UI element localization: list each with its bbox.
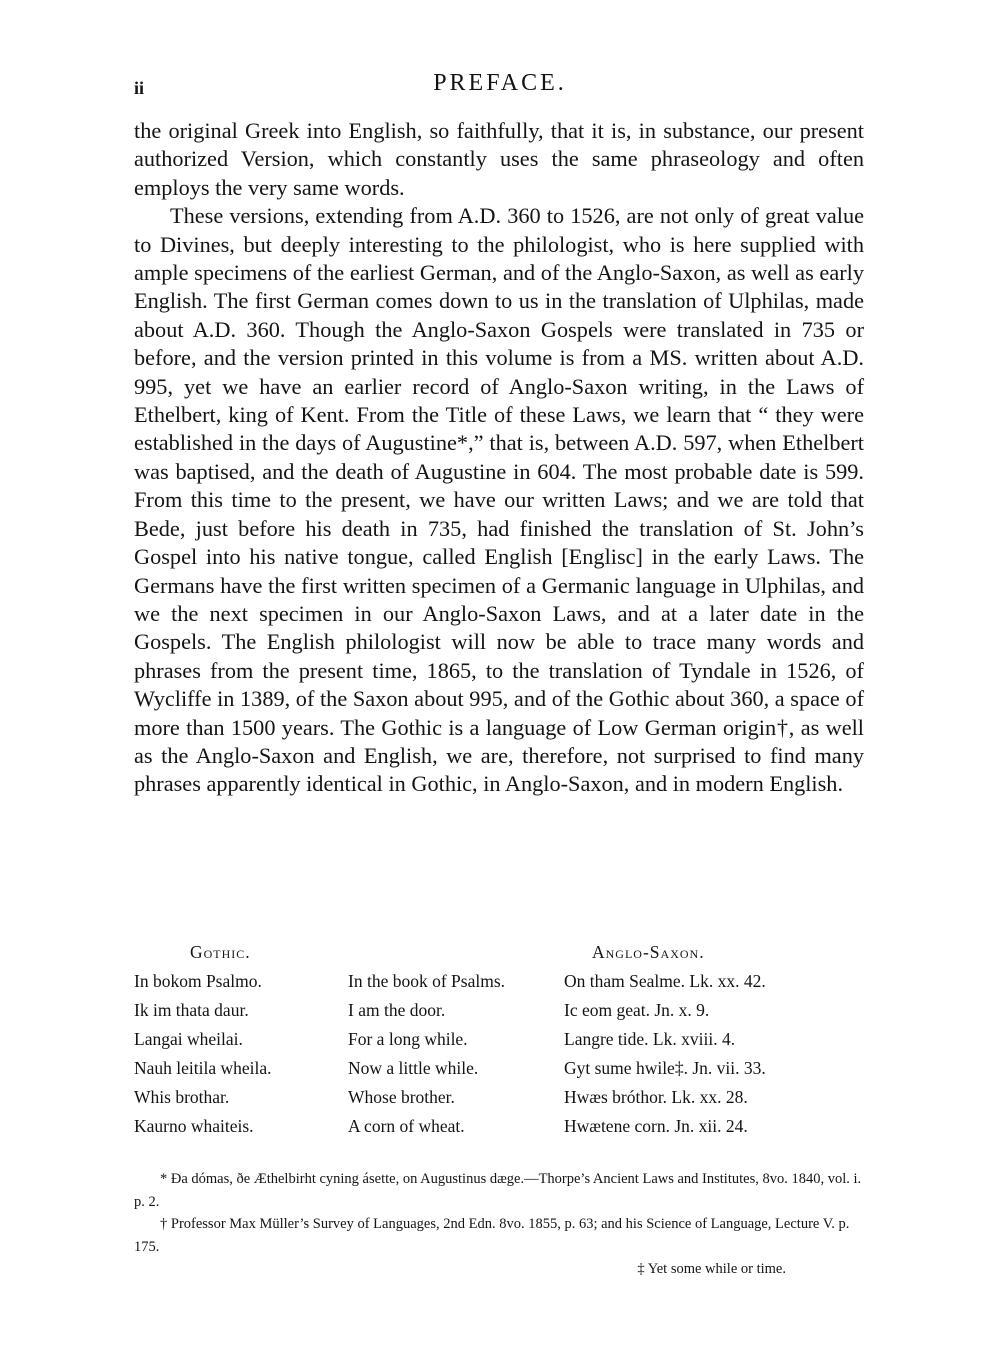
footnote-2: † Professor Max Müller’s Survey of Languages, 2nd Edn. 8vo. 1855, p. 63; and his Science of Language, Lecture V. p. 175.: [134, 1216, 850, 1255]
table-row: [134, 1087, 874, 1116]
table-row: [134, 1058, 874, 1087]
gothic-cell: Nauh leitila wheila.: [134, 1058, 272, 1078]
gothic-cell: Kaurno whaiteis.: [134, 1116, 254, 1136]
paragraph-2: These versions, extending from A.D. 360 to 1526, are not only of great value to Divines, but deeply interesting to the philologist, who is here supplied with ample specimens of the earliest German, and of the Anglo-Saxon, as well as early English. The first German comes down to us in the translation of Ulphilas, made about A.D. 360. Though the Anglo-Saxon Gospels were translated in 735 or before, and the version printed in this volume is from a MS. written about A.D. 995, yet we have an earlier record of Anglo-Saxon writing, in the Laws of Ethelbert, king of Kent. From the Title of these Laws, we learn that “ they were established in the days of Augustine*,” that is, between A.D. 597, when Ethelbert was baptised, and the death of Augustine in 604. The most probable date is 599. From this time to the present, we have our written Laws; and we are told that Bede, just before his death in 735, had finished the translation of St. John’s Gospel into his native tongue, called English [Englisc] in the early Laws. The Germans have the first written specimen of a Germanic language in Ulphilas, and we the next specimen in our Anglo-Saxon Laws, and at a later date in the Gospels. The English philologist will now be able to trace many words and phrases from the present time, 1865, to the translation of Tyndale in 1526, of Wycliffe in 1389, of the Saxon about 995, and of the Gothic about 360, a space of more than 1500 years. The Gothic is a language of Low German origin†, as well as the Anglo-Saxon and English, we are, therefore, not surprised to find many phrases apparently identical in Gothic, in Anglo-Saxon, and in modern English.: [134, 203, 864, 797]
table-row: [134, 1000, 874, 1029]
gothic-cell: Whis brothar.: [134, 1087, 230, 1107]
english-cell: Now a little while.: [348, 1058, 479, 1078]
anglo-saxon-cell: Hwæs bróthor. Lk. xx. 28.: [564, 1087, 748, 1107]
table-row: [134, 1116, 874, 1145]
header-english: [348, 942, 564, 971]
english-cell: For a long while.: [348, 1029, 468, 1049]
anglo-saxon-cell: Langre tide. Lk. xviii. 4.: [564, 1029, 736, 1049]
running-title: PREFACE.: [433, 70, 567, 96]
english-cell: A corn of wheat.: [348, 1116, 465, 1136]
comparison-header-row: [134, 942, 874, 971]
english-cell: I am the door.: [348, 1000, 446, 1020]
english-cell: Whose brother.: [348, 1087, 455, 1107]
page-number: ii: [134, 78, 145, 98]
gothic-cell: In bokom Psalmo.: [134, 971, 262, 991]
header-anglo-saxon: Anglo-Saxon.: [592, 942, 705, 962]
comparison-table: [134, 942, 874, 1145]
english-cell: In the book of Psalms.: [348, 971, 506, 991]
anglo-saxon-cell: Ic eom geat. Jn. x. 9.: [564, 1000, 710, 1020]
footnote-1: * Ða dómas, ðe Æthelbirht cyning ásette, on Augustinus dæge.—Thorpe’s Ancient Laws and Institutes, 8vo. 1840, vol. i. p. 2.: [134, 1171, 862, 1210]
gothic-cell: Ik im thata daur.: [134, 1000, 249, 1020]
footnote-3: ‡ Yet some while or time.: [637, 1261, 786, 1277]
body-text: [134, 117, 864, 799]
header-gothic: Gothic.: [190, 942, 251, 962]
anglo-saxon-cell: Hwætene corn. Jn. xii. 24.: [564, 1116, 748, 1136]
footnotes: [134, 1168, 864, 1281]
paragraph-1: the original Greek into English, so faithfully, that it is, in substance, our present authorized Version, which constantly uses the same phraseology and often employs the very same words.: [134, 118, 864, 200]
anglo-saxon-cell: Gyt sume hwile‡. Jn. vii. 33.: [564, 1058, 766, 1078]
table-row: [134, 971, 874, 1000]
gothic-cell: Langai wheilai.: [134, 1029, 243, 1049]
table-row: [134, 1029, 874, 1058]
anglo-saxon-cell: On tham Sealme. Lk. xx. 42.: [564, 971, 766, 991]
